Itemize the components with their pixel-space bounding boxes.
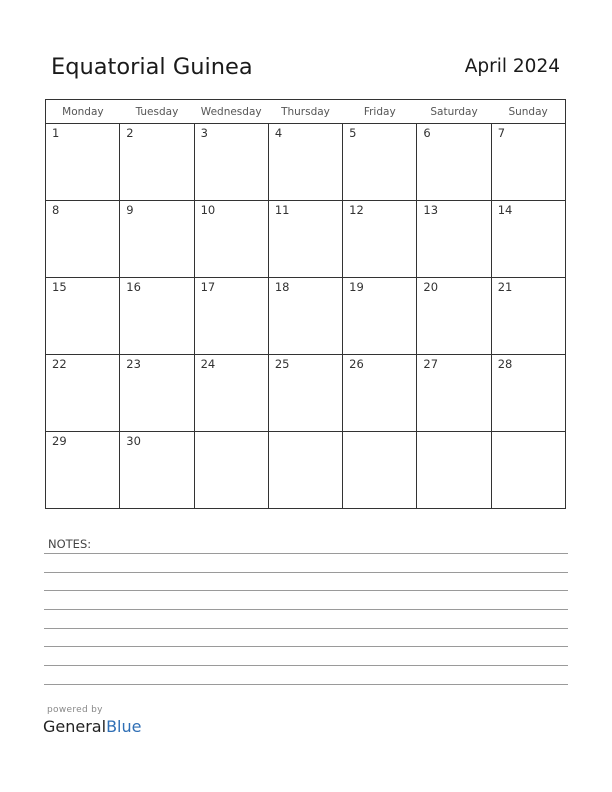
- day-cell: [417, 432, 491, 509]
- day-number: 24: [200, 357, 216, 371]
- day-number: 25: [274, 357, 290, 371]
- day-number: 9: [126, 203, 134, 217]
- day-cell: [268, 278, 342, 355]
- day-number: 26: [349, 357, 364, 371]
- day-cell: [343, 355, 417, 432]
- day-number: 2: [126, 126, 134, 140]
- day-number: 6: [423, 126, 431, 140]
- notes-line: [44, 646, 568, 647]
- weekday-header: Sunday: [491, 100, 565, 124]
- week-row: [46, 432, 566, 509]
- weekday-header: Thursday: [268, 100, 342, 124]
- day-number: 27: [423, 357, 439, 371]
- day-cell: [417, 124, 491, 201]
- brand-blue: Blue: [106, 717, 142, 736]
- day-number: 11: [274, 203, 290, 217]
- notes-line: [44, 628, 568, 629]
- day-number: 12: [349, 203, 364, 217]
- day-number: 4: [274, 126, 283, 140]
- day-cell: [120, 201, 194, 278]
- day-cell: [343, 278, 417, 355]
- day-cell: [46, 278, 120, 355]
- powered-by-text: powered by: [47, 705, 103, 715]
- week-row: [46, 355, 566, 432]
- notes-line: [44, 553, 568, 554]
- day-cell: [194, 124, 268, 201]
- day-number: 10: [200, 203, 216, 217]
- day-number: 28: [497, 357, 513, 371]
- day-cell: [491, 201, 565, 278]
- day-number: 3: [200, 126, 208, 140]
- calendar-month-year: April 2024: [464, 56, 560, 77]
- day-cell: [46, 201, 120, 278]
- weekday-header: Tuesday: [120, 100, 194, 124]
- day-cell: [491, 124, 565, 201]
- day-number: 29: [52, 434, 67, 448]
- day-cell: [120, 432, 194, 509]
- day-cell: [268, 201, 342, 278]
- day-cell: [343, 124, 417, 201]
- day-number: 14: [497, 203, 513, 217]
- day-number: 8: [52, 203, 60, 217]
- notes-line: [44, 572, 568, 573]
- day-number: 22: [52, 357, 67, 371]
- day-cell: [120, 278, 194, 355]
- notes-line: [44, 684, 568, 685]
- day-number: 5: [349, 126, 357, 140]
- day-cell: [268, 355, 342, 432]
- weekday-header: Wednesday: [194, 100, 268, 124]
- day-cell: [491, 355, 565, 432]
- day-number: 20: [423, 280, 439, 294]
- calendar-country-title: Equatorial Guinea: [51, 54, 253, 80]
- day-cell: [46, 124, 120, 201]
- week-row: [46, 201, 566, 278]
- weekday-header-row: [46, 100, 566, 124]
- day-number: 17: [200, 280, 216, 294]
- notes-line: [44, 590, 568, 591]
- notes-line: [44, 609, 568, 610]
- day-cell: [268, 432, 342, 509]
- weekday-header: Friday: [343, 100, 417, 124]
- day-number: 21: [497, 280, 513, 294]
- generalblue-logo[interactable]: [43, 717, 141, 736]
- day-number: 15: [52, 280, 67, 294]
- day-cell: [120, 124, 194, 201]
- day-number: 19: [349, 280, 364, 294]
- day-cell: [491, 432, 565, 509]
- day-cell: [194, 432, 268, 509]
- day-number: 30: [126, 434, 141, 448]
- day-number: 18: [274, 280, 290, 294]
- weekday-header: Saturday: [417, 100, 491, 124]
- day-number: 16: [126, 280, 141, 294]
- day-cell: [194, 201, 268, 278]
- day-cell: [46, 355, 120, 432]
- day-number: 23: [126, 357, 141, 371]
- day-cell: [491, 278, 565, 355]
- day-cell: [417, 355, 491, 432]
- day-cell: [120, 355, 194, 432]
- day-number: 13: [423, 203, 439, 217]
- day-cell: [417, 278, 491, 355]
- day-cell: [46, 432, 120, 509]
- day-cell: [343, 201, 417, 278]
- weekday-header: Monday: [46, 100, 120, 124]
- day-number: 7: [497, 126, 506, 140]
- day-cell: [343, 432, 417, 509]
- notes-line: [44, 665, 568, 666]
- notes-label: NOTES:: [48, 537, 92, 551]
- day-number: 1: [52, 126, 60, 140]
- day-cell: [194, 278, 268, 355]
- week-row: [46, 278, 566, 355]
- day-cell: [268, 124, 342, 201]
- brand-general: General: [43, 717, 107, 736]
- calendar-grid: [45, 99, 566, 509]
- day-cell: [417, 201, 491, 278]
- week-row: [46, 124, 566, 201]
- day-cell: [194, 355, 268, 432]
